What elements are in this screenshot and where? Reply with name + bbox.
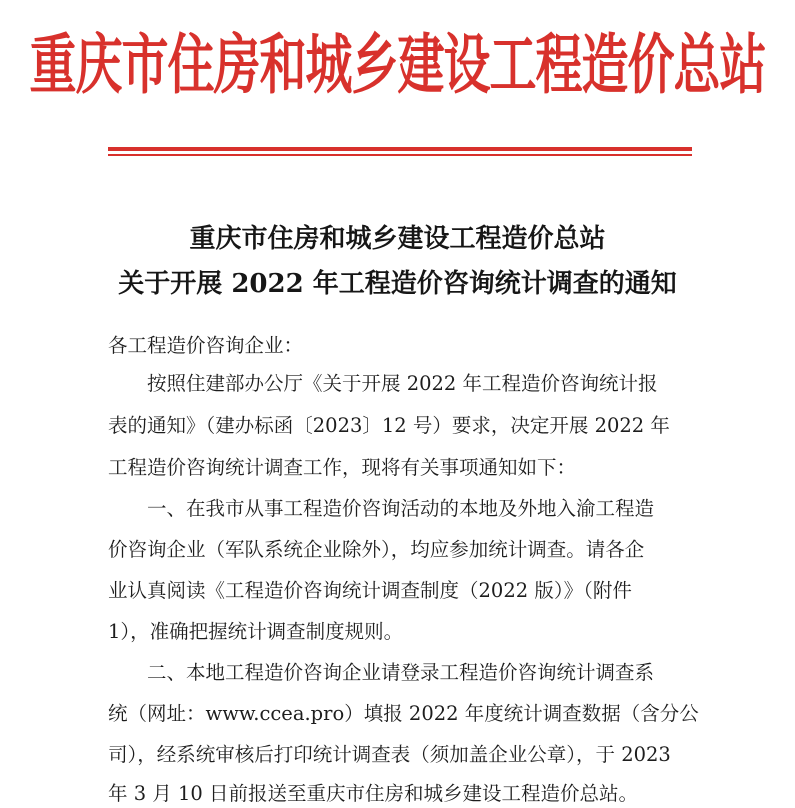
body-line: 价咨询企业（军队系统企业除外），均应参加统计调查。请各企	[108, 538, 645, 561]
letterhead-rule-thin	[108, 154, 692, 156]
letterhead-rule-thick	[108, 147, 692, 151]
letterhead-org-name: 重庆市住房和城乡建设工程造价总站	[29, 27, 766, 104]
document-title-line-1: 重庆市住房和城乡建设工程造价总站	[189, 224, 606, 254]
document-title-line-2: 关于开展 2022 年工程造价咨询统计调查的通知	[118, 269, 677, 299]
body-line: 统（网址：www.ccea.pro）填报 2022 年度统计调查数据（含分公	[108, 702, 699, 725]
body-line: 年 3 月 10 日前报送至重庆市住房和城乡建设工程造价总站。	[108, 782, 639, 805]
body-line: 按照住建部办公厅《关于开展 2022 年工程造价咨询统计报	[147, 372, 658, 395]
body-line: 工程造价咨询统计调查工作，现将有关事项通知如下：	[108, 456, 577, 479]
body-line: 一、在我市从事工程造价咨询活动的本地及外地入渝工程造	[147, 497, 655, 520]
salutation: 各工程造价咨询企业：	[108, 334, 304, 357]
body-line: 二、本地工程造价咨询企业请登录工程造价咨询统计调查系	[147, 661, 655, 684]
body-line: 业认真阅读《工程造价咨询统计调查制度（2022 版）》（附件	[108, 579, 632, 602]
body-line: 司），经系统审核后打印统计调查表（须加盖企业公章），于 2023	[108, 743, 671, 766]
body-line: 1），准确把握统计调查制度规则。	[108, 620, 404, 643]
body-line: 表的通知》（建办标函〔2023〕12 号）要求，决定开展 2022 年	[108, 414, 670, 437]
